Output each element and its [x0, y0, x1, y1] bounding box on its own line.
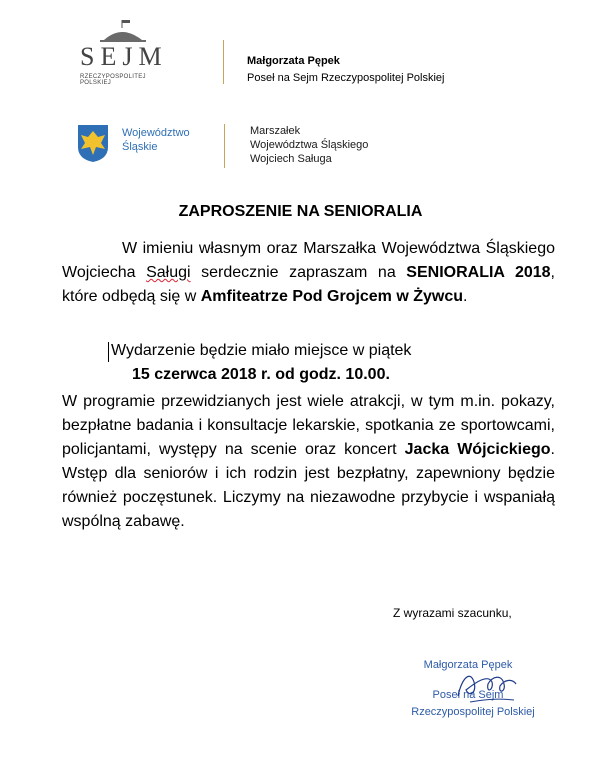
mp-name: Małgorzata Pępek	[247, 55, 340, 67]
intro-text-b: Saługi	[146, 264, 191, 281]
handwritten-signature	[452, 660, 522, 710]
event-date: 15 czerwca 2018 r. od godz. 10.00.	[132, 366, 390, 383]
program-text-c: . Wstęp dla seniorów i ich rodzin jest bezpłatny, zapewniony będzie również poczęstunek. Liczymy na niezawodne przybycie i wspaniałą wspólną zabawę.	[62, 441, 555, 530]
header-divider-2	[224, 124, 225, 168]
stamp-line1: Małgorzata Pępek	[423, 659, 513, 671]
stamp-line3: Rzeczypospolitej Polskiej	[411, 706, 535, 718]
intro-paragraph	[62, 237, 555, 309]
event-line: Wydarzenie będzie miało miejsce w piątek	[111, 342, 412, 359]
closing-text: Z wyrazami szacunku,	[393, 606, 512, 620]
venue-name: Amfiteatrze Pod Grojcem w Żywcu	[200, 288, 464, 305]
intro-text-c: serdecznie zapraszam na	[190, 264, 407, 281]
performer-name: Jacka Wójcickiego	[404, 441, 551, 458]
sejm-logo-subtitle: RZECZYPOSPOLITEJ POLSKIEJ	[80, 74, 146, 86]
silesian-eagle-icon	[76, 123, 110, 163]
intro-text-e: , które odbędą się w	[62, 264, 555, 305]
program-text-a: W programie przewidzianych jest wiele atrakcji, w tym m.in. pokazy, bezpłatne badania i konsultacje lekarskie, spotkania ze sportowcami, policjantami, występy na scenie oraz koncert	[62, 393, 555, 458]
text-cursor	[108, 342, 109, 362]
stamp-line2: Poseł na Sejm	[432, 689, 504, 701]
sejm-building-icon	[78, 18, 178, 44]
letter-title: ZAPROSZENIE NA SENIORALIA	[178, 203, 423, 220]
sejm-logo-word: SEJM	[80, 42, 168, 71]
sejm-logo	[78, 18, 178, 88]
marshal-name: Wojciech Saługa	[250, 153, 332, 165]
intro-text-a: W imieniu własnym oraz Marszałka Województwa Śląskiego Wojciecha	[62, 240, 555, 281]
header-divider-1	[223, 40, 224, 84]
voivodeship-name-line1: Województwo	[122, 127, 190, 139]
intro-text-g: .	[463, 288, 468, 305]
mp-role: Poseł na Sejm Rzeczypospolitej Polskiej	[247, 72, 445, 84]
marshal-region: Województwa Śląskiego	[250, 139, 369, 151]
marshal-title: Marszałek	[250, 125, 301, 137]
event-name: SENIORALIA 2018	[406, 264, 551, 281]
program-paragraph	[62, 390, 555, 534]
voivodeship-name-line2: Śląskie	[122, 141, 158, 153]
